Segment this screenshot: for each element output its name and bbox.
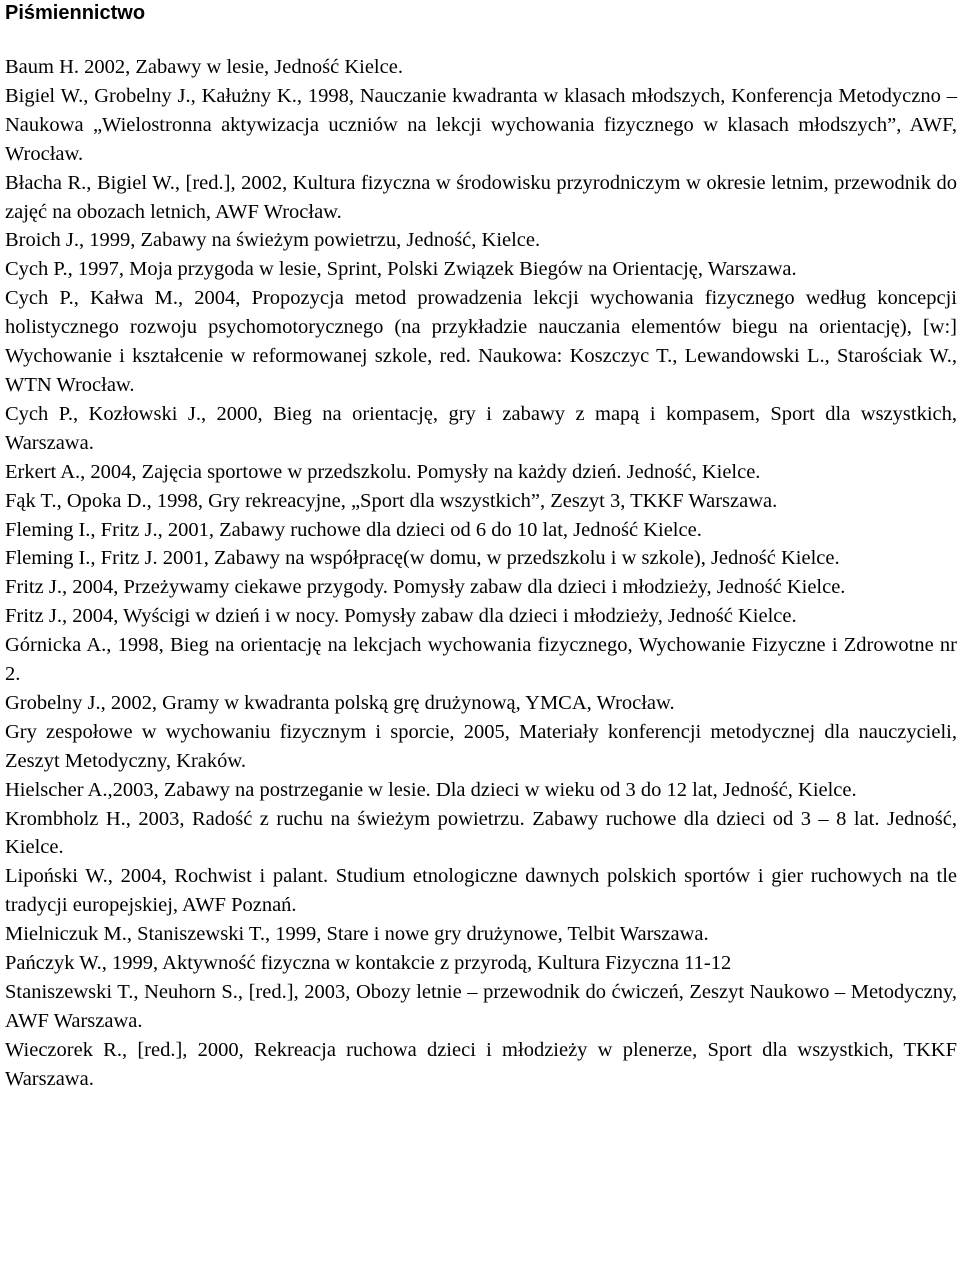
reference-entry: Fleming I., Fritz J., 2001, Zabawy ruchowe dla dzieci od 6 do 10 lat, Jedność Kielce. xyxy=(5,518,702,541)
reference-entry: Cych P., 1997, Moja przygoda w lesie, Sprint, Polski Związek Biegów na Orientację, Warszawa. xyxy=(5,258,797,281)
reference-entry: Baum H. 2002, Zabawy w lesie, Jedność Kielce. xyxy=(5,56,403,78)
reference-entry: Fritz J., 2004, Przeżywamy ciekawe przygody. Pomysły zabaw dla dzieci i młodzieży, Jedność Kielce. xyxy=(5,576,846,599)
reference-entry: Fąk T., Opoka D., 1998, Gry rekreacyjne, „Sport dla wszystkich”, Zeszyt 3, TKKF Warszawa. xyxy=(5,489,778,512)
reference-entry: Bigiel W., Grobelny J., Kałużny K., 1998, Nauczanie kwadranta w klasach młodszych, Konferencja Metodyczno – Naukowa „Wielostronna aktywizacja uczniów na lekcji wychowania fizycznego w klasach młodszych”, AWF, Wrocław. xyxy=(5,84,957,165)
reference-entry: Krombholz H., 2003, Radość z ruchu na świeżym powietrzu. Zabawy ruchowe dla dzieci od 3 – 8 lat. Jedność, Kielce. xyxy=(5,807,957,859)
reference-entry: Fleming I., Fritz J. 2001, Zabawy na współpracę(w domu, w przedszkolu i w szkole), Jedność Kielce. xyxy=(5,547,840,570)
reference-entry: Górnicka A., 1998, Bieg na orientację na lekcjach wychowania fizycznego, Wychowanie Fizyczne i Zdrowotne nr 2. xyxy=(5,634,957,686)
reference-entry: Fritz J., 2004, Wyścigi w dzień i w nocy. Pomysły zabaw dla dzieci i młodzieży, Jedność Kielce. xyxy=(5,605,797,628)
reference-entry: Pańczyk W., 1999, Aktywność fizyczna w kontakcie z przyrodą, Kultura Fizyczna 11-12 xyxy=(5,952,732,975)
reference-entry: Mielniczuk M., Staniszewski T., 1999, Stare i nowe gry drużynowe, Telbit Warszawa. xyxy=(5,923,709,946)
reference-entry: Wieczorek R., [red.], 2000, Rekreacja ruchowa dzieci i młodzieży w plenerze, Sport dla wszystkich, TKKF Warszawa. xyxy=(5,1038,957,1090)
reference-entry: Grobelny J., 2002, Gramy w kwadranta polską grę drużynową, YMCA, Wrocław. xyxy=(5,691,675,714)
bibliography-page xyxy=(5,0,957,1094)
reference-entry: Lipoński W., 2004, Rochwist i palant. Studium etnologiczne dawnych polskich sportów i gier ruchowych na tle tradycji europejskiej, AWF Poznań. xyxy=(5,865,957,917)
reference-entry: Cych P., Kozłowski J., 2000, Bieg na orientację, gry i zabawy z mapą i kompasem, Sport dla wszystkich, Warszawa. xyxy=(5,402,957,454)
reference-entry: Gry zespołowe w wychowaniu fizycznym i sporcie, 2005, Materiały konferencji metodycznej dla nauczycieli, Zeszyt Metodyczny, Kraków. xyxy=(5,720,957,772)
reference-entry: Cych P., Kałwa M., 2004, Propozycja metod prowadzenia lekcji wychowania fizycznego według koncepcji holistycznego rozwoju psychomotorycznego (na przykładzie nauczania elementów biegu na orientację), [w:] Wychowanie i kształcenie w reformowanej szkole, red. Naukowa: Koszczyc T., Lewandowski L., Starościak W., WTN Wrocław. xyxy=(5,287,957,396)
reference-entry: Hielscher A.,2003, Zabawy na postrzeganie w lesie. Dla dzieci w wieku od 3 do 12 lat, Jedność, Kielce. xyxy=(5,778,857,801)
reference-list xyxy=(5,53,957,1094)
page-title: Piśmiennictwo xyxy=(5,2,146,24)
reference-entry: Błacha R., Bigiel W., [red.], 2002, Kultura fizyczna w środowisku przyrodniczym w okresie letnim, przewodnik do zajęć na obozach letnich, AWF Wrocław. xyxy=(5,171,957,223)
reference-entry: Broich J., 1999, Zabawy na świeżym powietrzu, Jedność, Kielce. xyxy=(5,229,541,252)
reference-entry: Erkert A., 2004, Zajęcia sportowe w przedszkolu. Pomysły na każdy dzień. Jedność, Kielce. xyxy=(5,460,761,483)
reference-entry: Staniszewski T., Neuhorn S., [red.], 2003, Obozy letnie – przewodnik do ćwiczeń, Zeszyt Naukowo – Metodyczny, AWF Warszawa. xyxy=(5,981,957,1032)
